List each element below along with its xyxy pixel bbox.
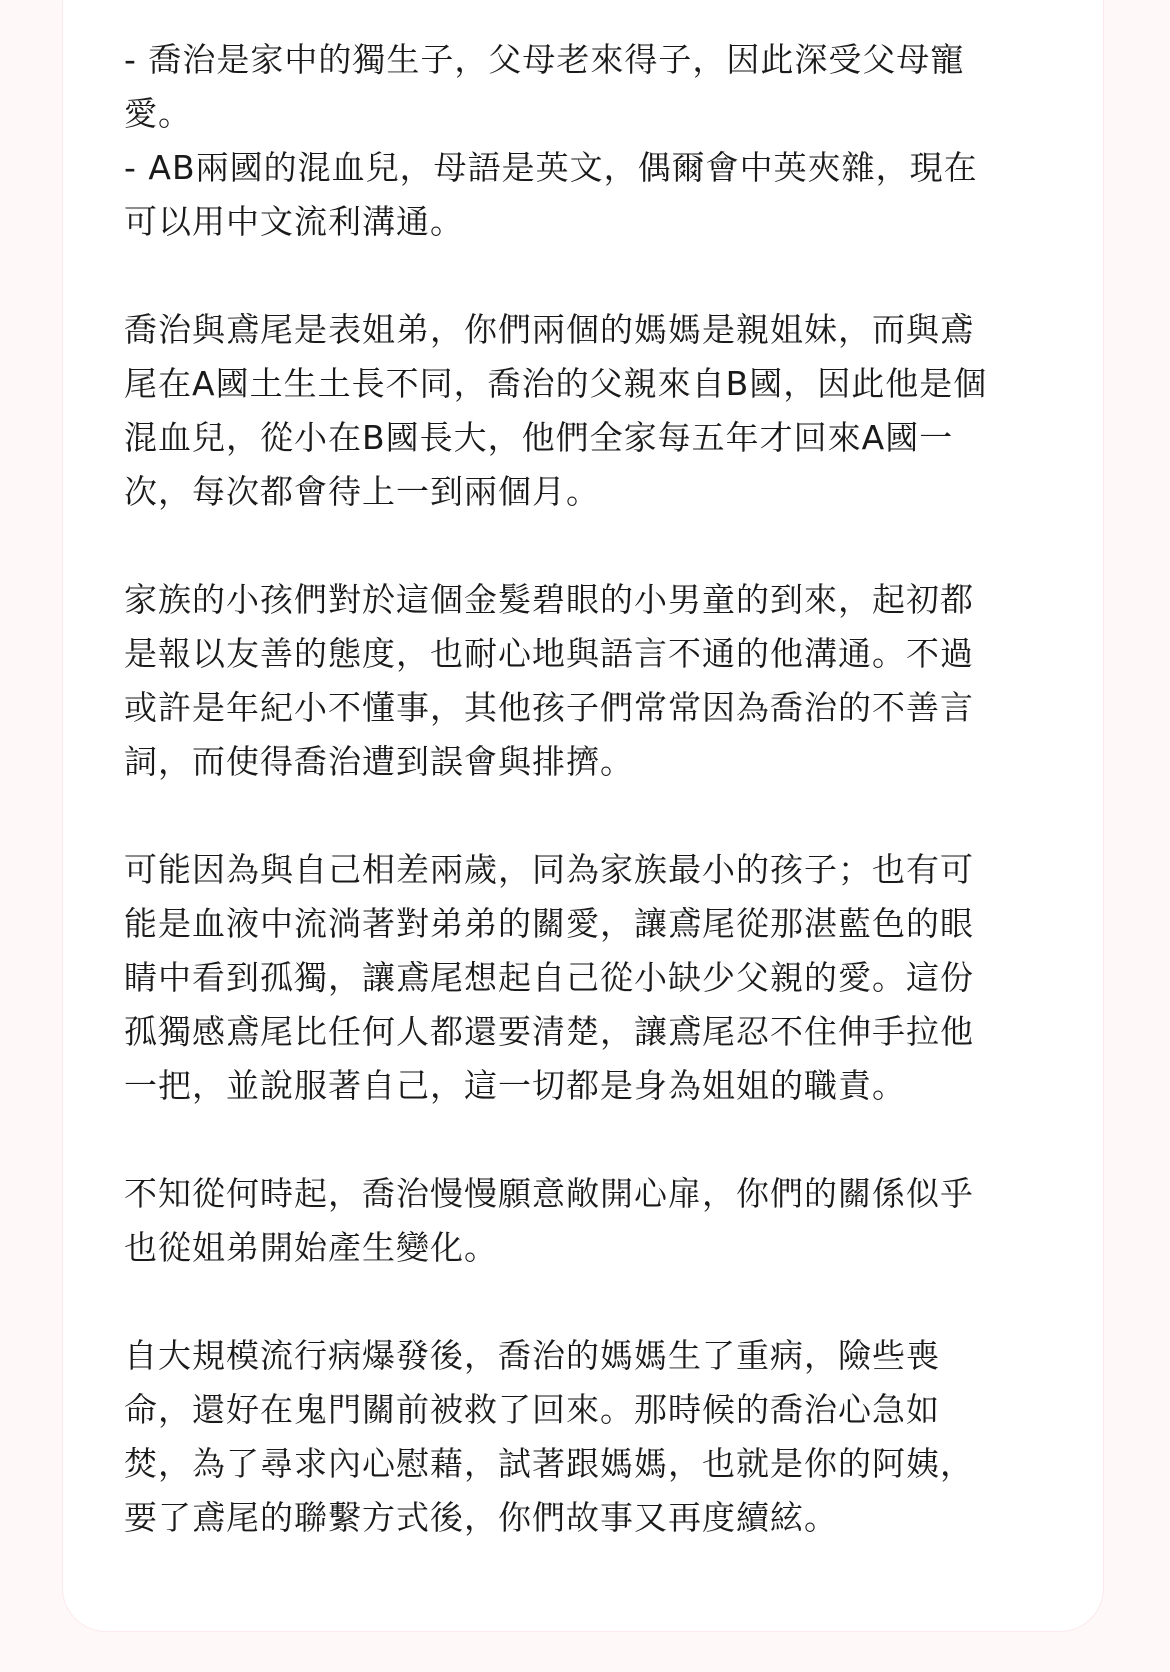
paragraph [124, 843, 1044, 1113]
paragraph-line: 尾在A國土生土長不同，喬治的父親來自B國，因此他是個 [124, 364, 988, 403]
paragraph-line: 混血兒，從小在B國長大，他們全家每五年才回來A國一 [124, 418, 954, 457]
bullet-line: 可以用中文流利溝通。 [124, 202, 464, 241]
paragraph-line: 是報以友善的態度，也耐心地與語言不通的他溝通。不過 [124, 634, 974, 673]
paragraph-line: 睛中看到孤獨，讓鳶尾想起自己從小缺少父親的愛。這份 [124, 958, 974, 997]
paragraph-line: 要了鳶尾的聯繫方式後，你們故事又再度續絃。 [124, 1498, 838, 1537]
paragraph-line: 家族的小孩們對於這個金髮碧眼的小男童的到來，起初都 [124, 580, 974, 619]
paragraph-line: 孤獨感鳶尾比任何人都還要清楚，讓鳶尾忍不住伸手拉他 [124, 1012, 974, 1051]
paragraph-line: 可能因為與自己相差兩歲，同為家族最小的孩子；也有可 [124, 850, 974, 889]
paragraph [124, 1167, 1044, 1275]
bullet-line: 愛。 [124, 94, 192, 133]
paragraph [124, 303, 1044, 519]
paragraph-line: 不知從何時起，喬治慢慢願意敞開心扉，你們的關係似乎 [124, 1174, 974, 1213]
article-body [124, 33, 1044, 1545]
paragraph-line: 次，每次都會待上一到兩個月。 [124, 472, 600, 511]
paragraph-line: 能是血液中流淌著對弟弟的關愛，讓鳶尾從那湛藍色的眼 [124, 904, 974, 943]
bullet-line: - AB兩國的混血兒，母語是英文，偶爾會中英夾雜，現在 [124, 148, 978, 187]
bullet-line: - 喬治是家中的獨生子，父母老來得子，因此深受父母寵 [124, 40, 965, 79]
paragraph-line: 命，還好在鬼門關前被救了回來。那時候的喬治心急如 [124, 1390, 940, 1429]
paragraph-line: 詞，而使得喬治遭到誤會與排擠。 [124, 742, 634, 781]
paragraph [124, 1329, 1044, 1545]
paragraph-line: 或許是年紀小不懂事，其他孩子們常常因為喬治的不善言 [124, 688, 974, 727]
bullet-list [124, 33, 1044, 249]
paragraph-line: 一把，並說服著自己，這一切都是身為姐姐的職責。 [124, 1066, 906, 1105]
paragraph-line: 自大規模流行病爆發後，喬治的媽媽生了重病，險些喪 [124, 1336, 940, 1375]
paragraph [124, 573, 1044, 789]
paragraph-line: 焚，為了尋求內心慰藉，試著跟媽媽，也就是你的阿姨， [124, 1444, 974, 1483]
paragraph-line: 也從姐弟開始產生變化。 [124, 1228, 498, 1267]
paragraph-line: 喬治與鳶尾是表姐弟，你們兩個的媽媽是親姐妹，而與鳶 [124, 310, 974, 349]
